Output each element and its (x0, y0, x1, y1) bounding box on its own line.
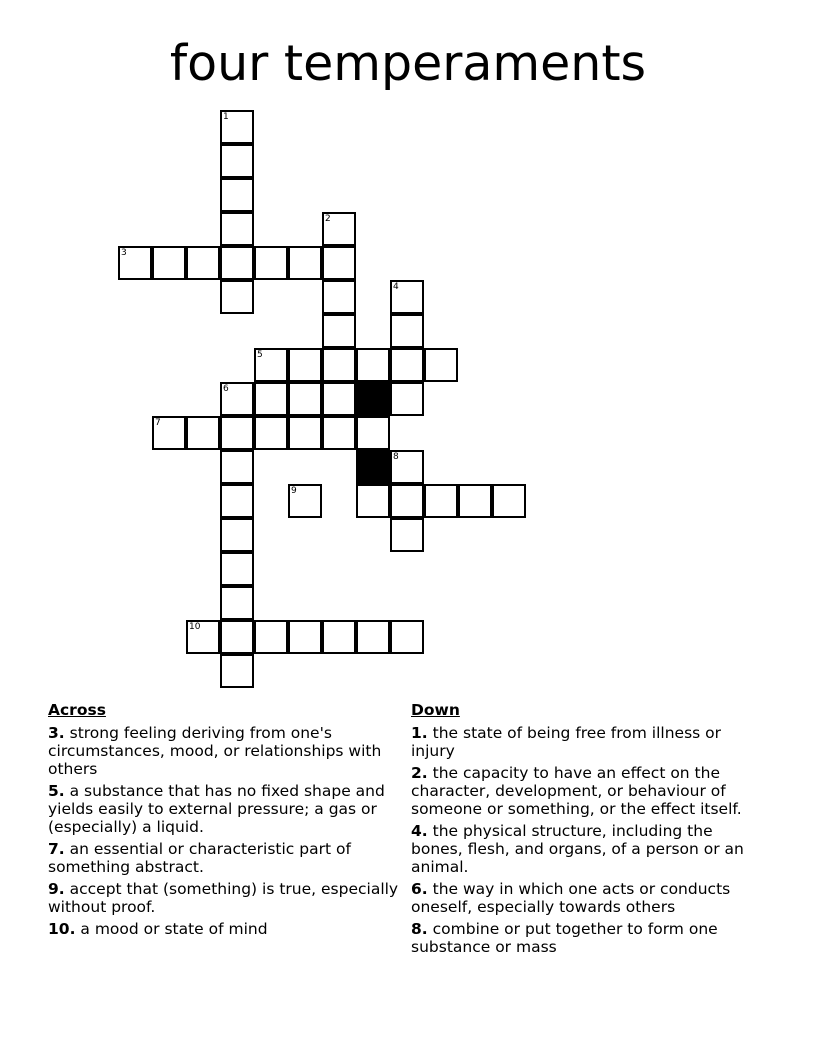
grid-cell[interactable] (356, 484, 390, 518)
grid-cell[interactable] (220, 416, 254, 450)
grid-cell[interactable] (186, 416, 220, 450)
cell-number: 5 (257, 350, 263, 360)
grid-cell[interactable] (424, 348, 458, 382)
down-clue-4 (411, 822, 767, 876)
black-cell (356, 450, 390, 484)
across-clue-3 (48, 724, 404, 778)
grid-cell[interactable] (186, 620, 220, 654)
clue-text: accept that (something) is true, especially without proof. (48, 880, 399, 916)
grid-cell[interactable] (220, 178, 254, 212)
grid-cell[interactable] (254, 246, 288, 280)
clue-number: 3. (48, 724, 65, 742)
grid-cell[interactable] (220, 246, 254, 280)
down-clue-1 (411, 724, 767, 760)
grid-cell[interactable] (220, 484, 254, 518)
cell-number: 7 (155, 418, 161, 428)
down-clues (411, 700, 767, 960)
cell-number: 1 (223, 112, 229, 122)
grid-cell[interactable] (220, 110, 254, 144)
grid-cell[interactable] (322, 348, 356, 382)
grid-cell[interactable] (220, 212, 254, 246)
cell-number: 9 (291, 486, 297, 496)
across-clue-10 (48, 920, 404, 938)
grid-cell[interactable] (220, 654, 254, 688)
grid-cell[interactable] (390, 382, 424, 416)
grid-cell[interactable] (220, 144, 254, 178)
grid-cell[interactable] (458, 484, 492, 518)
grid-cell[interactable] (390, 314, 424, 348)
grid-cell[interactable] (390, 518, 424, 552)
grid-cell[interactable] (356, 620, 390, 654)
grid-cell[interactable] (220, 552, 254, 586)
clue-text: the state of being free from illness or injury (411, 724, 722, 760)
grid-cell[interactable] (254, 416, 288, 450)
grid-cell[interactable] (220, 518, 254, 552)
clue-number: 5. (48, 782, 65, 800)
clue-number: 4. (411, 822, 428, 840)
cell-number: 4 (393, 282, 399, 292)
grid-cell[interactable] (220, 280, 254, 314)
clue-text: an essential or characteristic part of something abstract. (48, 840, 351, 876)
grid-cell[interactable] (152, 246, 186, 280)
clue-text: a substance that has no fixed shape and yields easily to external pressure; a gas or (especially) a liquid. (48, 782, 385, 836)
grid-cell[interactable] (390, 348, 424, 382)
cell-number: 8 (393, 452, 399, 462)
grid-cell[interactable] (288, 348, 322, 382)
across-heading: Across (48, 701, 106, 719)
clue-number: 9. (48, 880, 65, 898)
black-cell (356, 382, 390, 416)
across-clue-9 (48, 880, 404, 916)
cell-number: 2 (325, 214, 331, 224)
grid-cell[interactable] (288, 246, 322, 280)
clue-text: combine or put together to form one substance or mass (411, 920, 718, 956)
down-clue-8 (411, 920, 767, 956)
grid-cell[interactable] (322, 280, 356, 314)
across-clues (48, 700, 404, 942)
across-clue-5 (48, 782, 404, 836)
grid-cell[interactable] (254, 348, 288, 382)
grid-cell[interactable] (220, 450, 254, 484)
clue-number: 2. (411, 764, 428, 782)
grid-cell[interactable] (390, 280, 424, 314)
cell-number: 6 (223, 384, 229, 394)
grid-cell[interactable] (424, 484, 458, 518)
clue-text: strong feeling deriving from one's circumstances, mood, or relationships with others (48, 724, 382, 778)
clue-number: 6. (411, 880, 428, 898)
grid-cell[interactable] (322, 212, 356, 246)
grid-cell[interactable] (288, 484, 322, 518)
grid-cell[interactable] (390, 620, 424, 654)
grid-cell[interactable] (220, 620, 254, 654)
clue-number: 10. (48, 920, 76, 938)
clue-text: the capacity to have an effect on the character, development, or behaviour of someone or something, or the effect itself. (411, 764, 742, 818)
grid-cell[interactable] (390, 450, 424, 484)
grid-cell[interactable] (118, 246, 152, 280)
grid-cell[interactable] (220, 586, 254, 620)
grid-cell[interactable] (288, 382, 322, 416)
clue-text: a mood or state of mind (80, 920, 268, 938)
grid-cell[interactable] (492, 484, 526, 518)
clue-number: 7. (48, 840, 65, 858)
grid-cell[interactable] (356, 416, 390, 450)
grid-cell[interactable] (288, 416, 322, 450)
grid-cell[interactable] (254, 382, 288, 416)
grid-cell[interactable] (288, 620, 322, 654)
grid-cell[interactable] (390, 484, 424, 518)
puzzle-title: four temperaments (169, 35, 647, 92)
clue-number: 8. (411, 920, 428, 938)
clue-text: the physical structure, including the bones, flesh, and organs, of a person or an animal. (411, 822, 744, 876)
grid-cell[interactable] (254, 620, 288, 654)
across-clue-7 (48, 840, 404, 876)
grid-cell[interactable] (152, 416, 186, 450)
grid-cell[interactable] (322, 620, 356, 654)
clue-text: the way in which one acts or conducts oneself, especially towards others (411, 880, 731, 916)
grid-cell[interactable] (356, 348, 390, 382)
grid-cell[interactable] (322, 246, 356, 280)
grid-cell[interactable] (322, 314, 356, 348)
cell-number: 10 (189, 622, 201, 632)
down-clue-6 (411, 880, 767, 916)
down-heading: Down (411, 701, 460, 719)
grid-cell[interactable] (186, 246, 220, 280)
clue-number: 1. (411, 724, 428, 742)
grid-cell[interactable] (220, 382, 254, 416)
cell-number: 3 (121, 248, 127, 258)
grid-cell[interactable] (322, 416, 356, 450)
grid-cell[interactable] (322, 382, 356, 416)
down-clue-2 (411, 764, 767, 818)
